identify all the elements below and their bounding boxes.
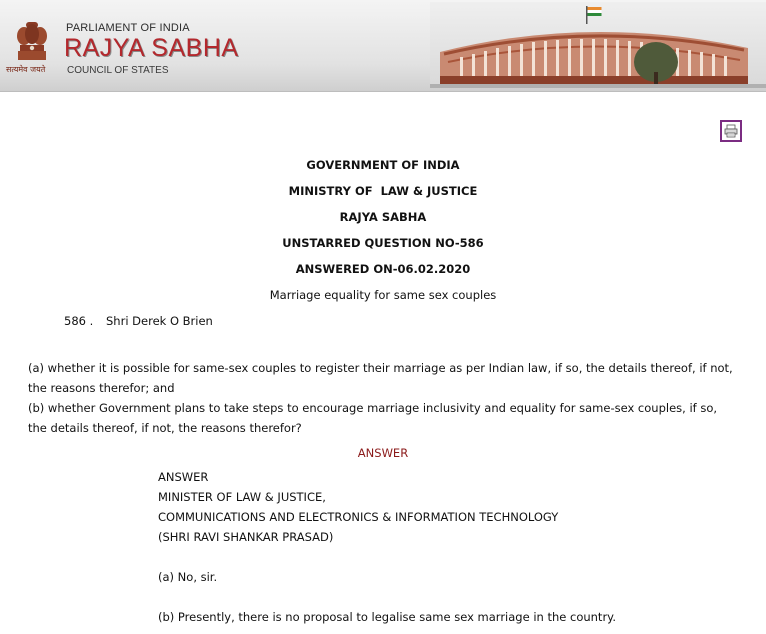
heading-house: RAJYA SABHA (339, 210, 427, 224)
member-name: Shri Derek O Brien (106, 314, 213, 328)
question-part-a: (a) whether it is possible for same-sex couples to register their marriage as per Indian law, if so, the details thereof, if not, the reasons therefor; and (28, 361, 733, 395)
answer-minister-name: (SHRI RAVI SHANKAR PRASAD) (158, 530, 334, 544)
heading-answered-on: ANSWERED ON-06.02.2020 (295, 262, 471, 276)
council-label: COUNCIL OF STATES (67, 65, 169, 76)
answer-minister-portfolio: COMMUNICATIONS AND ELECTRONICS & INFORMATION TECHNOLOGY (158, 510, 559, 524)
heading-question-number: UNSTARRED QUESTION NO-586 (282, 236, 484, 250)
parliament-building-image (430, 2, 766, 88)
site-header (0, 0, 766, 92)
heading-government: GOVERNMENT OF INDIA (306, 158, 460, 172)
answer-minister-title: MINISTER OF LAW & JUSTICE, (158, 490, 326, 504)
question-serial: 586 . (64, 314, 94, 328)
answer-label: ANSWER (158, 470, 209, 484)
parliament-label: PARLIAMENT OF INDIA (66, 22, 190, 34)
answer-part-b: (b) Presently, there is no proposal to legalise same sex marriage in the country. (158, 610, 616, 624)
house-title: RAJYA SABHA (64, 34, 239, 62)
printer-icon (724, 124, 738, 138)
question-member-line (64, 314, 213, 328)
emblem-motto: सत्यमेव जयते (6, 65, 46, 74)
answer-part-a: (a) No, sir. (158, 570, 218, 584)
heading-ministry: MINISTRY OF LAW & JUSTICE (288, 184, 478, 198)
answer-heading: ANSWER (357, 446, 409, 460)
question-part-b: (b) whether Government plans to take steps to encourage marriage inclusivity and equality for same-sex couples, if so, the details thereof, if not, the reasons therefor? (28, 401, 718, 435)
question-subject: Marriage equality for same sex couples (269, 288, 497, 302)
print-button[interactable] (720, 120, 742, 142)
